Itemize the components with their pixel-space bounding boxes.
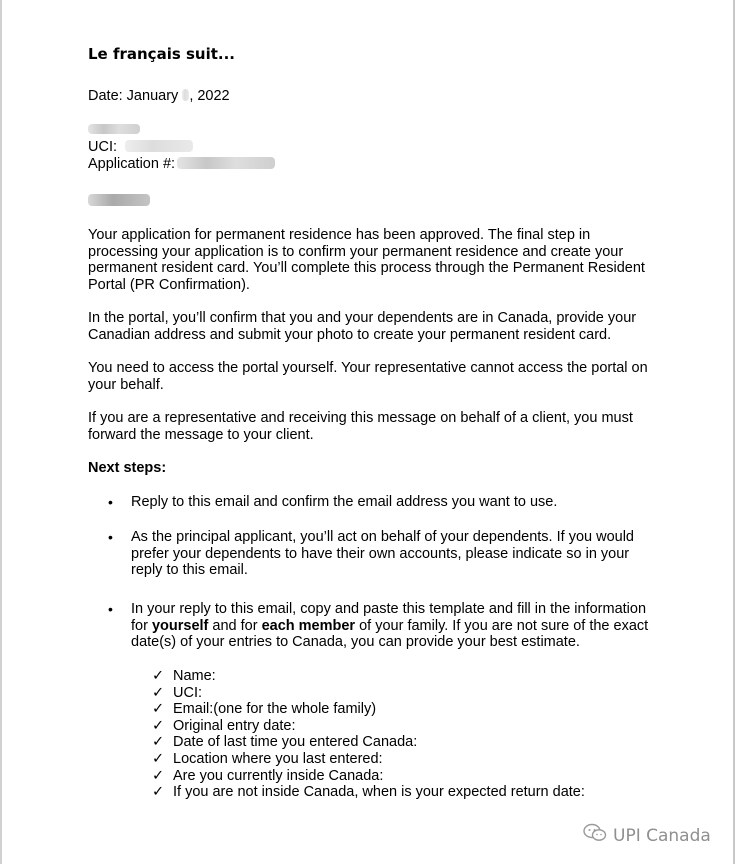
application-label: Application #: xyxy=(88,156,176,172)
template-field-list xyxy=(152,668,585,801)
checkmark-icon: ✓ xyxy=(152,784,165,801)
template-field-item xyxy=(152,718,585,735)
template-field-item xyxy=(152,734,585,751)
template-text-part: and for xyxy=(208,617,262,634)
portal-paragraph: In the portal, you’ll confirm that you and your dependents are in Canada, provide your Canadian address and submit your photo to create your permanent resident card. xyxy=(88,310,637,343)
checkmark-icon: ✓ xyxy=(152,684,165,701)
bullet-marker: • xyxy=(108,494,113,510)
template-field-label: Date of last time you entered Canada: xyxy=(173,734,418,751)
letter-heading: Le français suit... xyxy=(88,45,235,63)
date-line xyxy=(88,88,230,105)
template-field-item xyxy=(152,784,585,801)
template-bold-each-member: each member xyxy=(261,617,356,634)
redacted-salutation-line xyxy=(88,193,150,210)
bullet-marker: • xyxy=(108,601,113,617)
template-field-item xyxy=(152,685,585,702)
template-field-item xyxy=(152,768,585,785)
watermark-text: UPI Canada xyxy=(613,826,711,846)
left-border xyxy=(0,0,2,864)
checkmark-icon: ✓ xyxy=(152,767,165,784)
template-bold-yourself: yourself xyxy=(151,617,209,634)
approval-paragraph: Your application for permanent residence has been approved. The final step in processing your application is to confirm your permanent residence and create your permanent resident card. You’ll complete this process through the Permanent Resident Portal (PR Confirmation). xyxy=(88,227,645,293)
template-field-item xyxy=(152,701,585,718)
template-field-label: If you are not inside Canada, when is your expected return date: xyxy=(173,784,585,801)
checkmark-icon: ✓ xyxy=(152,668,165,684)
redacted-application-number xyxy=(177,157,275,169)
bullet-template-instructions xyxy=(131,601,661,651)
template-field-label: Are you currently inside Canada: xyxy=(173,767,384,784)
date-suffix: , 2022 xyxy=(189,88,230,104)
template-field-label: Original entry date: xyxy=(173,717,296,734)
template-field-item xyxy=(152,751,585,768)
uci-line xyxy=(88,139,193,156)
uci-label: UCI: xyxy=(88,139,117,155)
wechat-icon xyxy=(583,823,607,848)
bullet-principal-applicant: As the principal applicant, you’ll act on behalf of your dependents. If you would prefer your dependents to have their own accounts, please indicate so in your reply to this email. xyxy=(131,529,634,579)
redacted-uci xyxy=(125,140,193,152)
watermark xyxy=(583,823,711,848)
template-field-label: Location where you last entered: xyxy=(173,750,383,767)
access-paragraph: You need to access the portal yourself. Your representative cannot access the portal on your behalf. xyxy=(88,360,648,393)
representative-paragraph: If you are a representative and receiving this message on behalf of a client, you must forward the message to your client. xyxy=(88,410,633,443)
application-line xyxy=(88,156,275,173)
redacted-name-line xyxy=(88,121,140,138)
bullet-reply-email: Reply to this email and confirm the email address you want to use. xyxy=(131,494,558,510)
template-field-label: UCI: xyxy=(173,684,202,701)
template-text-part: In your reply to this email, copy and paste this template and fill in the information for xyxy=(131,601,647,634)
checkmark-icon: ✓ xyxy=(152,734,165,751)
template-field-label: Name: xyxy=(173,668,216,684)
checkmark-icon: ✓ xyxy=(152,701,165,718)
template-field-item xyxy=(152,668,585,685)
redacted-salutation xyxy=(88,194,150,206)
bullet-marker: • xyxy=(108,529,113,545)
next-steps-heading: Next steps: xyxy=(88,460,167,476)
template-field-label: Email:(one for the whole family) xyxy=(173,701,377,718)
checkmark-icon: ✓ xyxy=(152,717,165,734)
template-text-part: of your family. If you are not sure of the exact date(s) of your entries to Canada, you can provide your best estimate. xyxy=(131,617,649,651)
redacted-name xyxy=(88,124,140,134)
checkmark-icon: ✓ xyxy=(152,750,165,767)
date-prefix: Date: January xyxy=(88,88,183,104)
